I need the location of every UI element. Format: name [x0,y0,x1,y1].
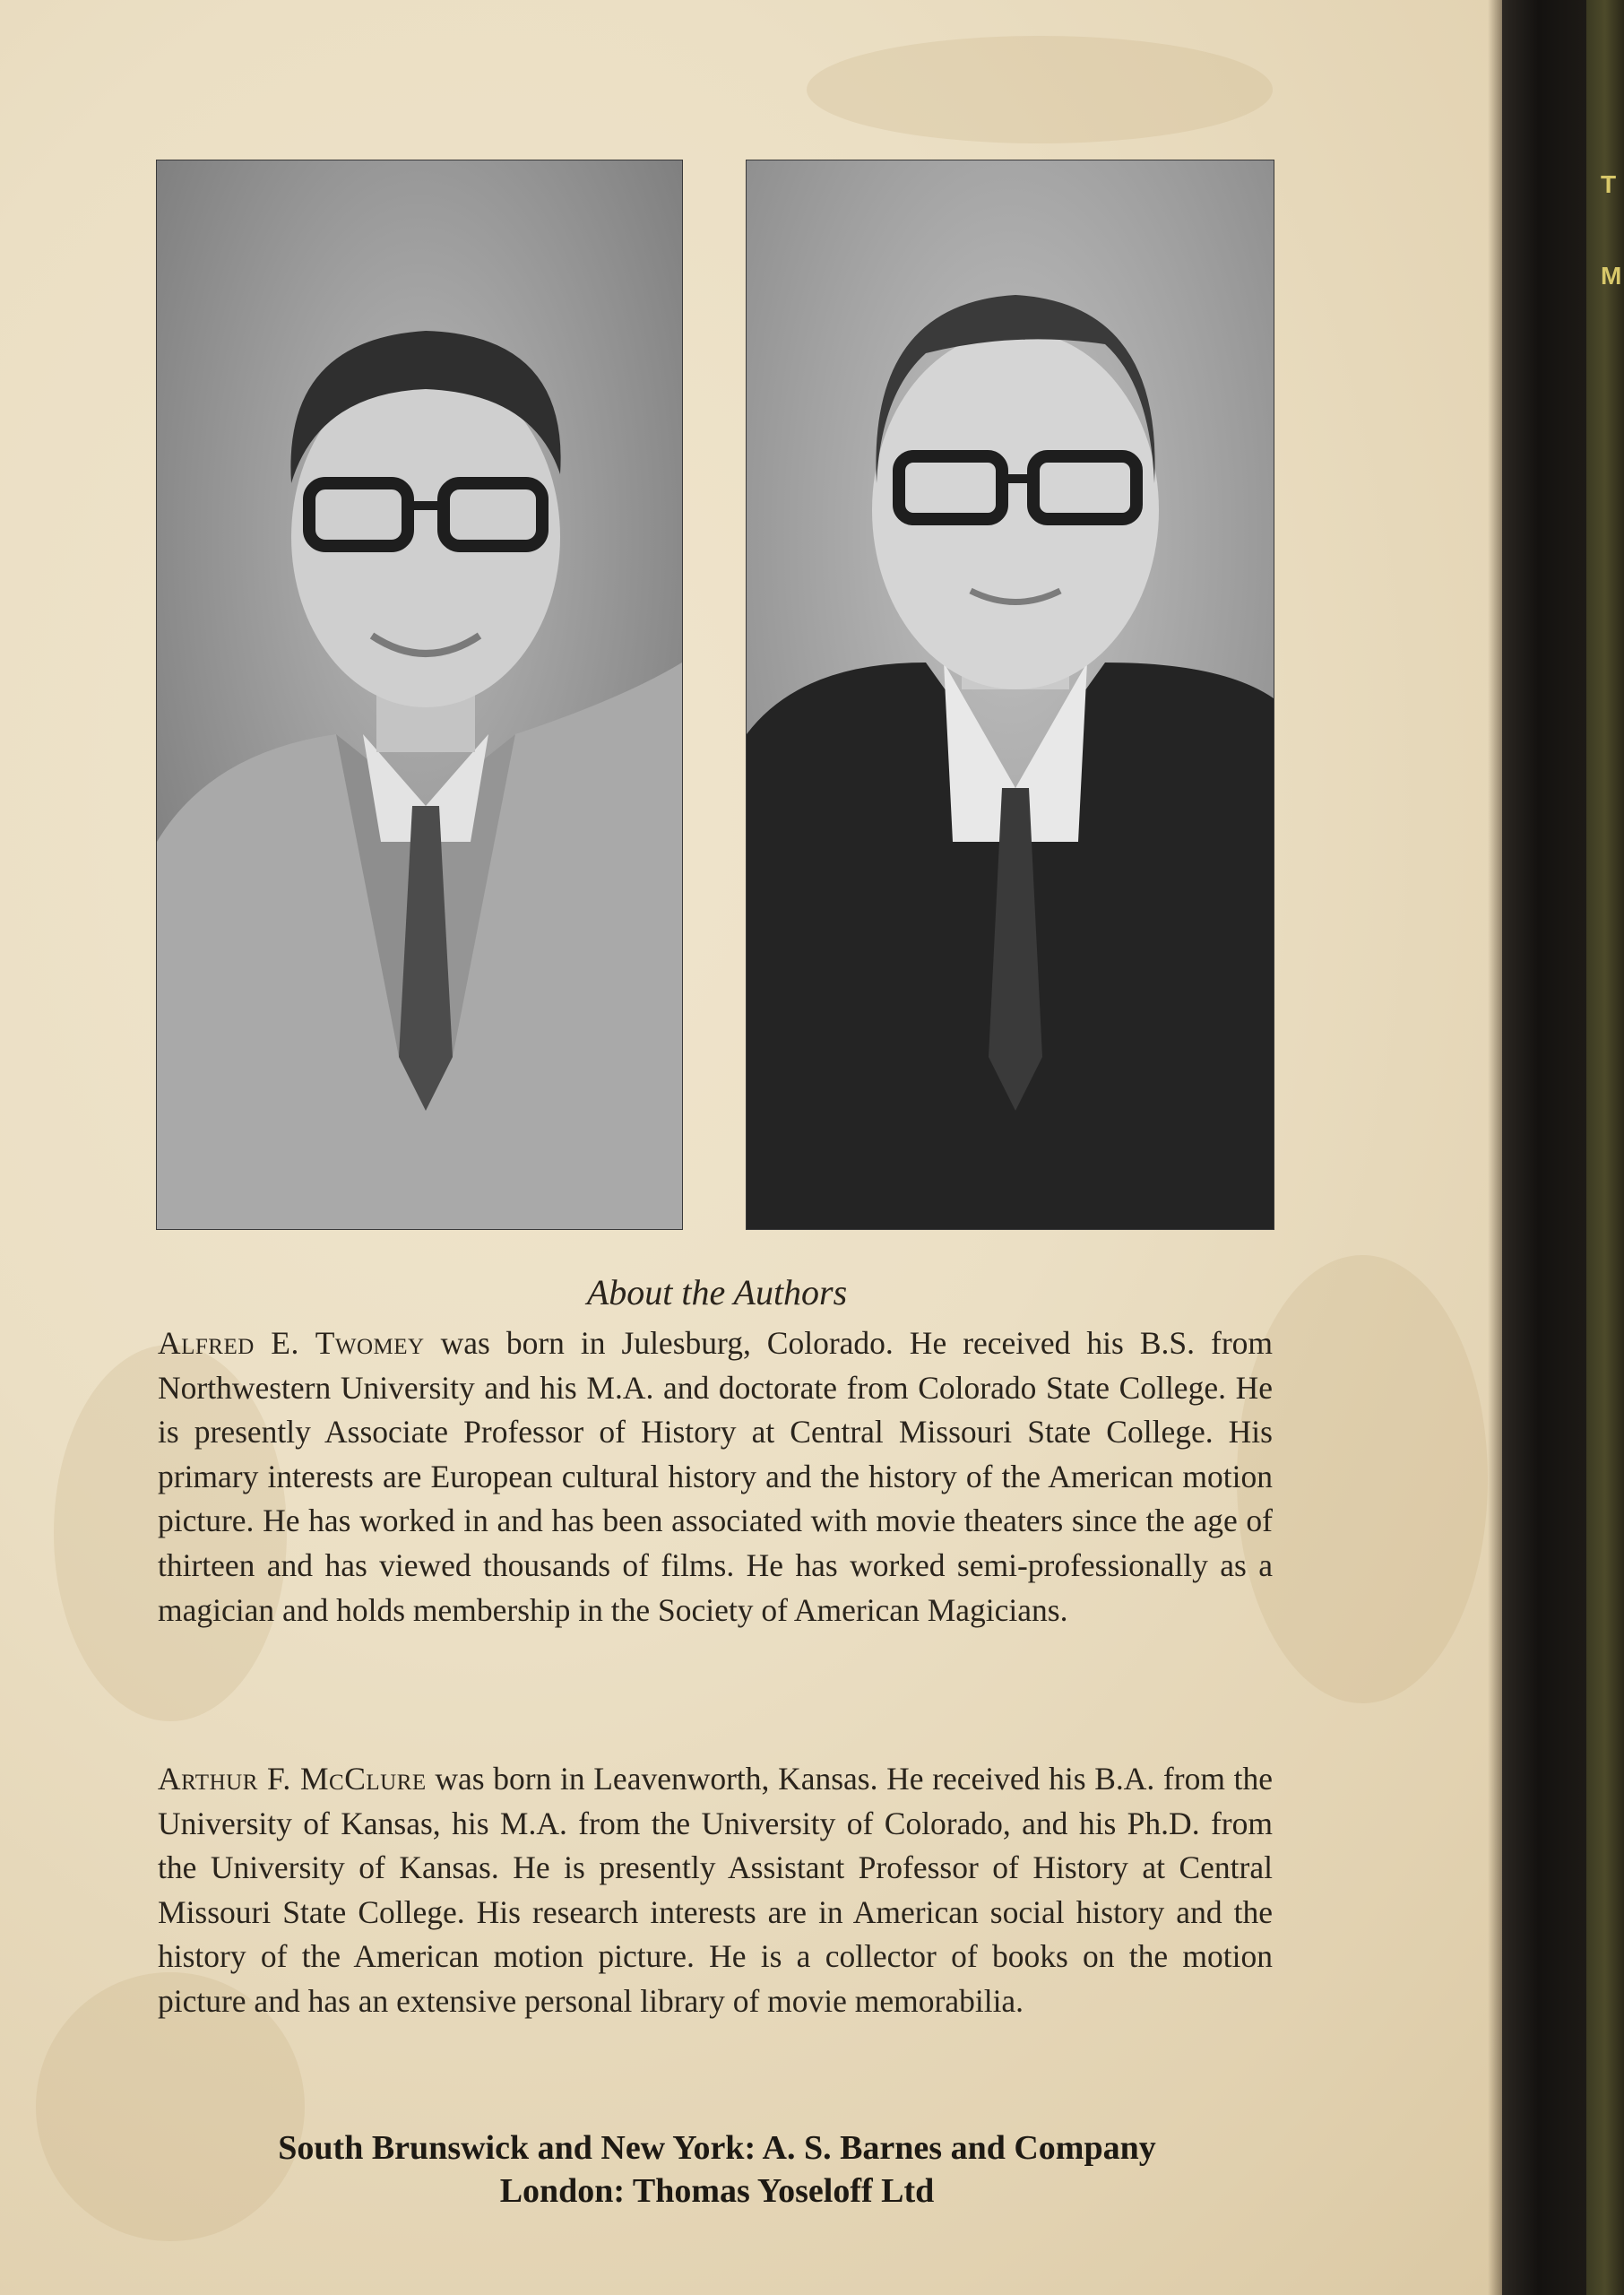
author-bio [158,1321,1273,1632]
spine-cover-strip [1586,0,1624,2295]
spine-letter: T [1601,170,1617,198]
author-bio-text: was born in Leavenworth, Kansas. He received his B.A. from the University of Kansas, his M.A. from the University of Colorado, and his Ph.D. from the University of Kansas. He is presently Assistant Professor of History at Central Missouri State College. His research interests are in American social history and the history of the American motion picture. He is a collector of books on the motion picture and has an extensive personal library of movie memorabilia. [158,1761,1273,2019]
section-title: About the Authors [586,1272,848,1312]
paper-stain [807,36,1273,143]
author-photo-mcclure [746,160,1274,1230]
portrait-illustration [747,160,1274,1229]
portrait-illustration [157,160,682,1229]
author-name: Alfred E. Twomey [158,1325,425,1361]
publisher-line: South Brunswick and New York: A. S. Barnes and Company [278,2129,1156,2167]
author-bio [158,1757,1273,2024]
publisher-line: London: Thomas Yoseloff Ltd [499,2172,935,2210]
author-bio-text: was born in Julesburg, Colorado. He received his B.S. from Northwestern University and his M.A. and doctorate from Colorado State College. He is presently Associate Professor of History at Central Missouri State College. His primary interests are European cultural history and the history of the American motion picture. He has worked in and has been associated with movie theaters since the age of thirteen and has viewed thousands of films. He has worked semi-professionally as a magician and holds membership in the Society of American Magicians. [158,1325,1274,1628]
author-name: Arthur F. McClure [158,1761,427,1797]
spine-letter: M [1601,262,1622,290]
author-photo-twomey [156,160,683,1230]
paper-stain [1237,1255,1488,1703]
